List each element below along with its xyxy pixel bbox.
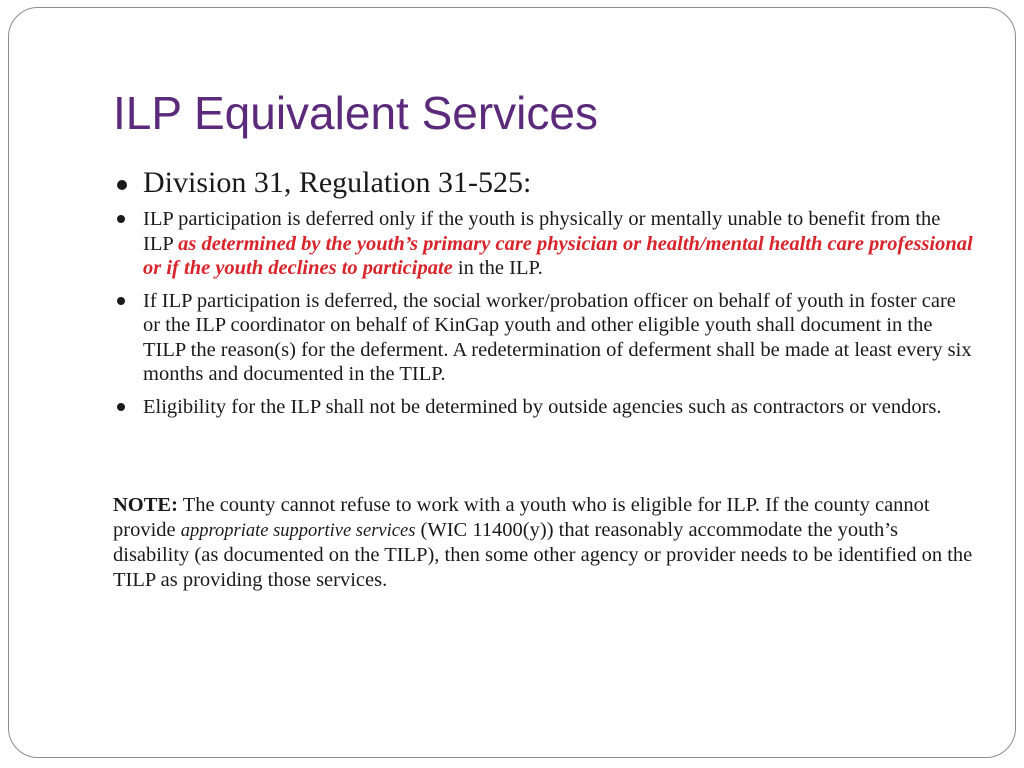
note-text: The county cannot refuse to work with a youth who is eligible for ILP. If the county cannot provide [113, 494, 930, 541]
bullet-deferral-documentation [113, 289, 973, 387]
note-label: NOTE: [113, 494, 178, 516]
note-text-end: (WIC 11400(y)) that reasonably accommodate the youth’s disability (as documented on the TILP), then some other agency or provider needs to be identified on the TILP as providing those services. [113, 518, 973, 591]
bullet-dot-icon [117, 403, 125, 411]
note-paragraph [113, 493, 973, 592]
note-italic-text: appropriate supportive services [180, 520, 416, 541]
bullet-regulation-heading [113, 163, 973, 203]
bullet-text: Division 31, Regulation 31-525: [143, 166, 532, 199]
bullet-text-end: in the ILP. [452, 257, 543, 279]
bullet-text: ILP participation is deferred only if the youth is physically or mentally unable to benefit from the ILP [143, 208, 941, 255]
bullet-dot-icon [117, 297, 125, 305]
bullet-emphasis-text: as determined by the youth’s primary care physician or health/mental health care professional or if the youth declines to participate [143, 232, 973, 279]
bullet-deferral-conditions [113, 207, 973, 281]
bullet-list [113, 163, 973, 427]
bullet-text: If ILP participation is deferred, the social worker/probation officer on behalf of youth in foster care or the ILP coordinator on behalf of KinGap youth and other eligible youth shall document in the TILP the reason(s) for the deferment. A redetermination of deferment shall be made at least every six months and documented in the TILP. [143, 289, 972, 385]
bullet-text: Eligibility for the ILP shall not be determined by outside agencies such as contractors or vendors. [143, 395, 942, 418]
bullet-eligibility [113, 395, 973, 420]
slide-title: ILP Equivalent Services [113, 87, 598, 139]
bullet-dot-icon [117, 180, 127, 190]
bullet-dot-icon [117, 215, 125, 223]
